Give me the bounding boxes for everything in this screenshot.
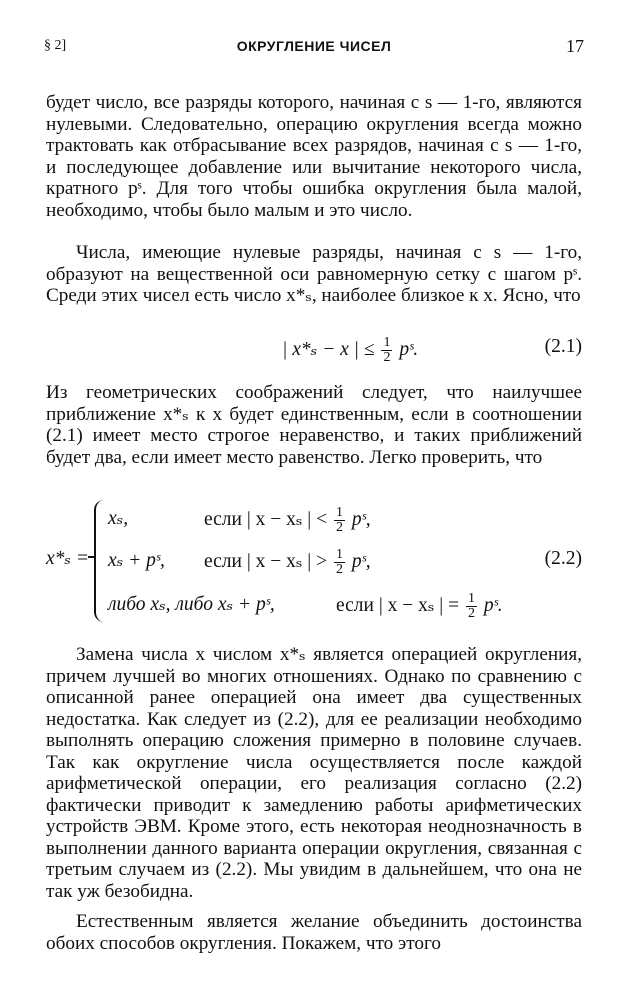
case-1-frac-num: 1	[335, 505, 343, 520]
page-number: 17	[566, 36, 584, 56]
paragraph-2-block	[46, 242, 582, 307]
eq1-frac-den: 2	[383, 350, 391, 365]
paragraph-5-block	[46, 911, 582, 954]
case-3-value: либо xₛ, либо xₛ + pˢ,	[108, 594, 275, 615]
case-3-tail: pˢ.	[483, 594, 503, 616]
case-1-value: xₛ,	[108, 508, 129, 529]
eq1-frac-num: 1	[383, 335, 391, 350]
case-2-frac-den: 2	[335, 562, 343, 577]
paragraph-3: Из геометрических соображений следует, что наилучшее приближение x*ₛ к x будет единственным, если в соотношении (2.1) имеет место строгое неравенство, и таких приближений будет два, если имеет место равенство. Легко проверить, что	[46, 382, 582, 468]
page-header	[44, 30, 584, 60]
paragraph-5: Естественным является желание объединить достоинства обоих способов округления. Покажем, что этого	[46, 911, 582, 954]
case-2-condition	[204, 548, 371, 577]
paragraph-2: Числа, имеющие нулевые разряды, начиная с s — 1-го, образуют на вещественной оси равномерную сетку с шагом pˢ. Среди этих чисел есть число x*ₛ, наиболее близкое к x. Ясно, что	[46, 242, 582, 306]
case-1-tail: pˢ,	[351, 508, 371, 530]
equation-2-1-body	[282, 336, 418, 365]
case-1-frac-den: 2	[335, 520, 343, 535]
eq1-lhs: | x*ₛ − x | ≤	[282, 338, 375, 360]
case-2-frac-num: 1	[335, 547, 343, 562]
case-2-cond-text: если | x − xₛ | >	[204, 550, 328, 572]
case-3-frac-num: 1	[467, 591, 475, 606]
case-2-value: xₛ + pˢ,	[108, 550, 165, 571]
case-3-frac-den: 2	[467, 606, 475, 621]
case-3-condition	[336, 592, 503, 621]
paragraph-1: будет число, все разряды которого, начиная с s — 1-го, являются нулевыми. Следовательно, операцию округления всегда можно трактовать как отбрасывание всех разрядов, начиная с s — 1-го, и последующее добавление или вычитание некоторого числа, кратного pˢ. Для того чтобы ошибка округления была малой, необходимо, чтобы было малым и это число.	[46, 92, 582, 221]
case-2-tail: pˢ,	[351, 550, 371, 572]
equation-2-2	[46, 498, 582, 628]
eq2-lhs: x*ₛ =	[46, 548, 90, 569]
equation-number-2-2: (2.2)	[544, 548, 582, 569]
equation-number-2-1: (2.1)	[544, 336, 582, 357]
equation-2-1	[46, 328, 582, 372]
running-title: ОКРУГЛЕНИЕ ЧИСЕЛ	[236, 38, 392, 54]
paragraph-1-block	[46, 92, 582, 221]
case-3-fraction	[466, 592, 477, 621]
eq2-case-1	[108, 505, 371, 535]
left-brace	[94, 500, 106, 622]
eq2-case-3	[108, 591, 503, 621]
paragraph-4: Замена числа x числом x*ₛ является операцией округления, причем лучшей во многих отношениях. Однако по сравнению с описанной ранее операцией она имеет два существенных недостатка. Как следует из (2.2), для ее реализации необходимо выполнять операцию сложения примерно в половине случаев. Так как округление числа осуществляется после каждой арифметической операции, его реализация согласно (2.2) фактически приводит к замедлению работы арифметических устройств ЭВМ. Кроме этого, есть некоторая неоднозначность в выполнении данного варианта операции округления, связанная с третьим случаем из (2.2). Мы увидим в дальнейшем, что она не так уж безобидна.	[46, 644, 582, 902]
case-1-condition	[204, 506, 371, 535]
eq2-case-2	[108, 547, 371, 577]
paragraph-3-block	[46, 382, 582, 468]
case-1-cond-text: если | x − xₛ | <	[204, 508, 328, 530]
paragraph-4-block	[46, 644, 582, 902]
case-3-cond-text: если | x − xₛ | =	[336, 594, 460, 616]
section-ref: § 2]	[44, 38, 67, 53]
eq1-fraction	[381, 336, 392, 365]
eq1-rhs: pˢ.	[399, 338, 419, 360]
case-1-fraction	[334, 506, 345, 535]
case-2-fraction	[334, 548, 345, 577]
